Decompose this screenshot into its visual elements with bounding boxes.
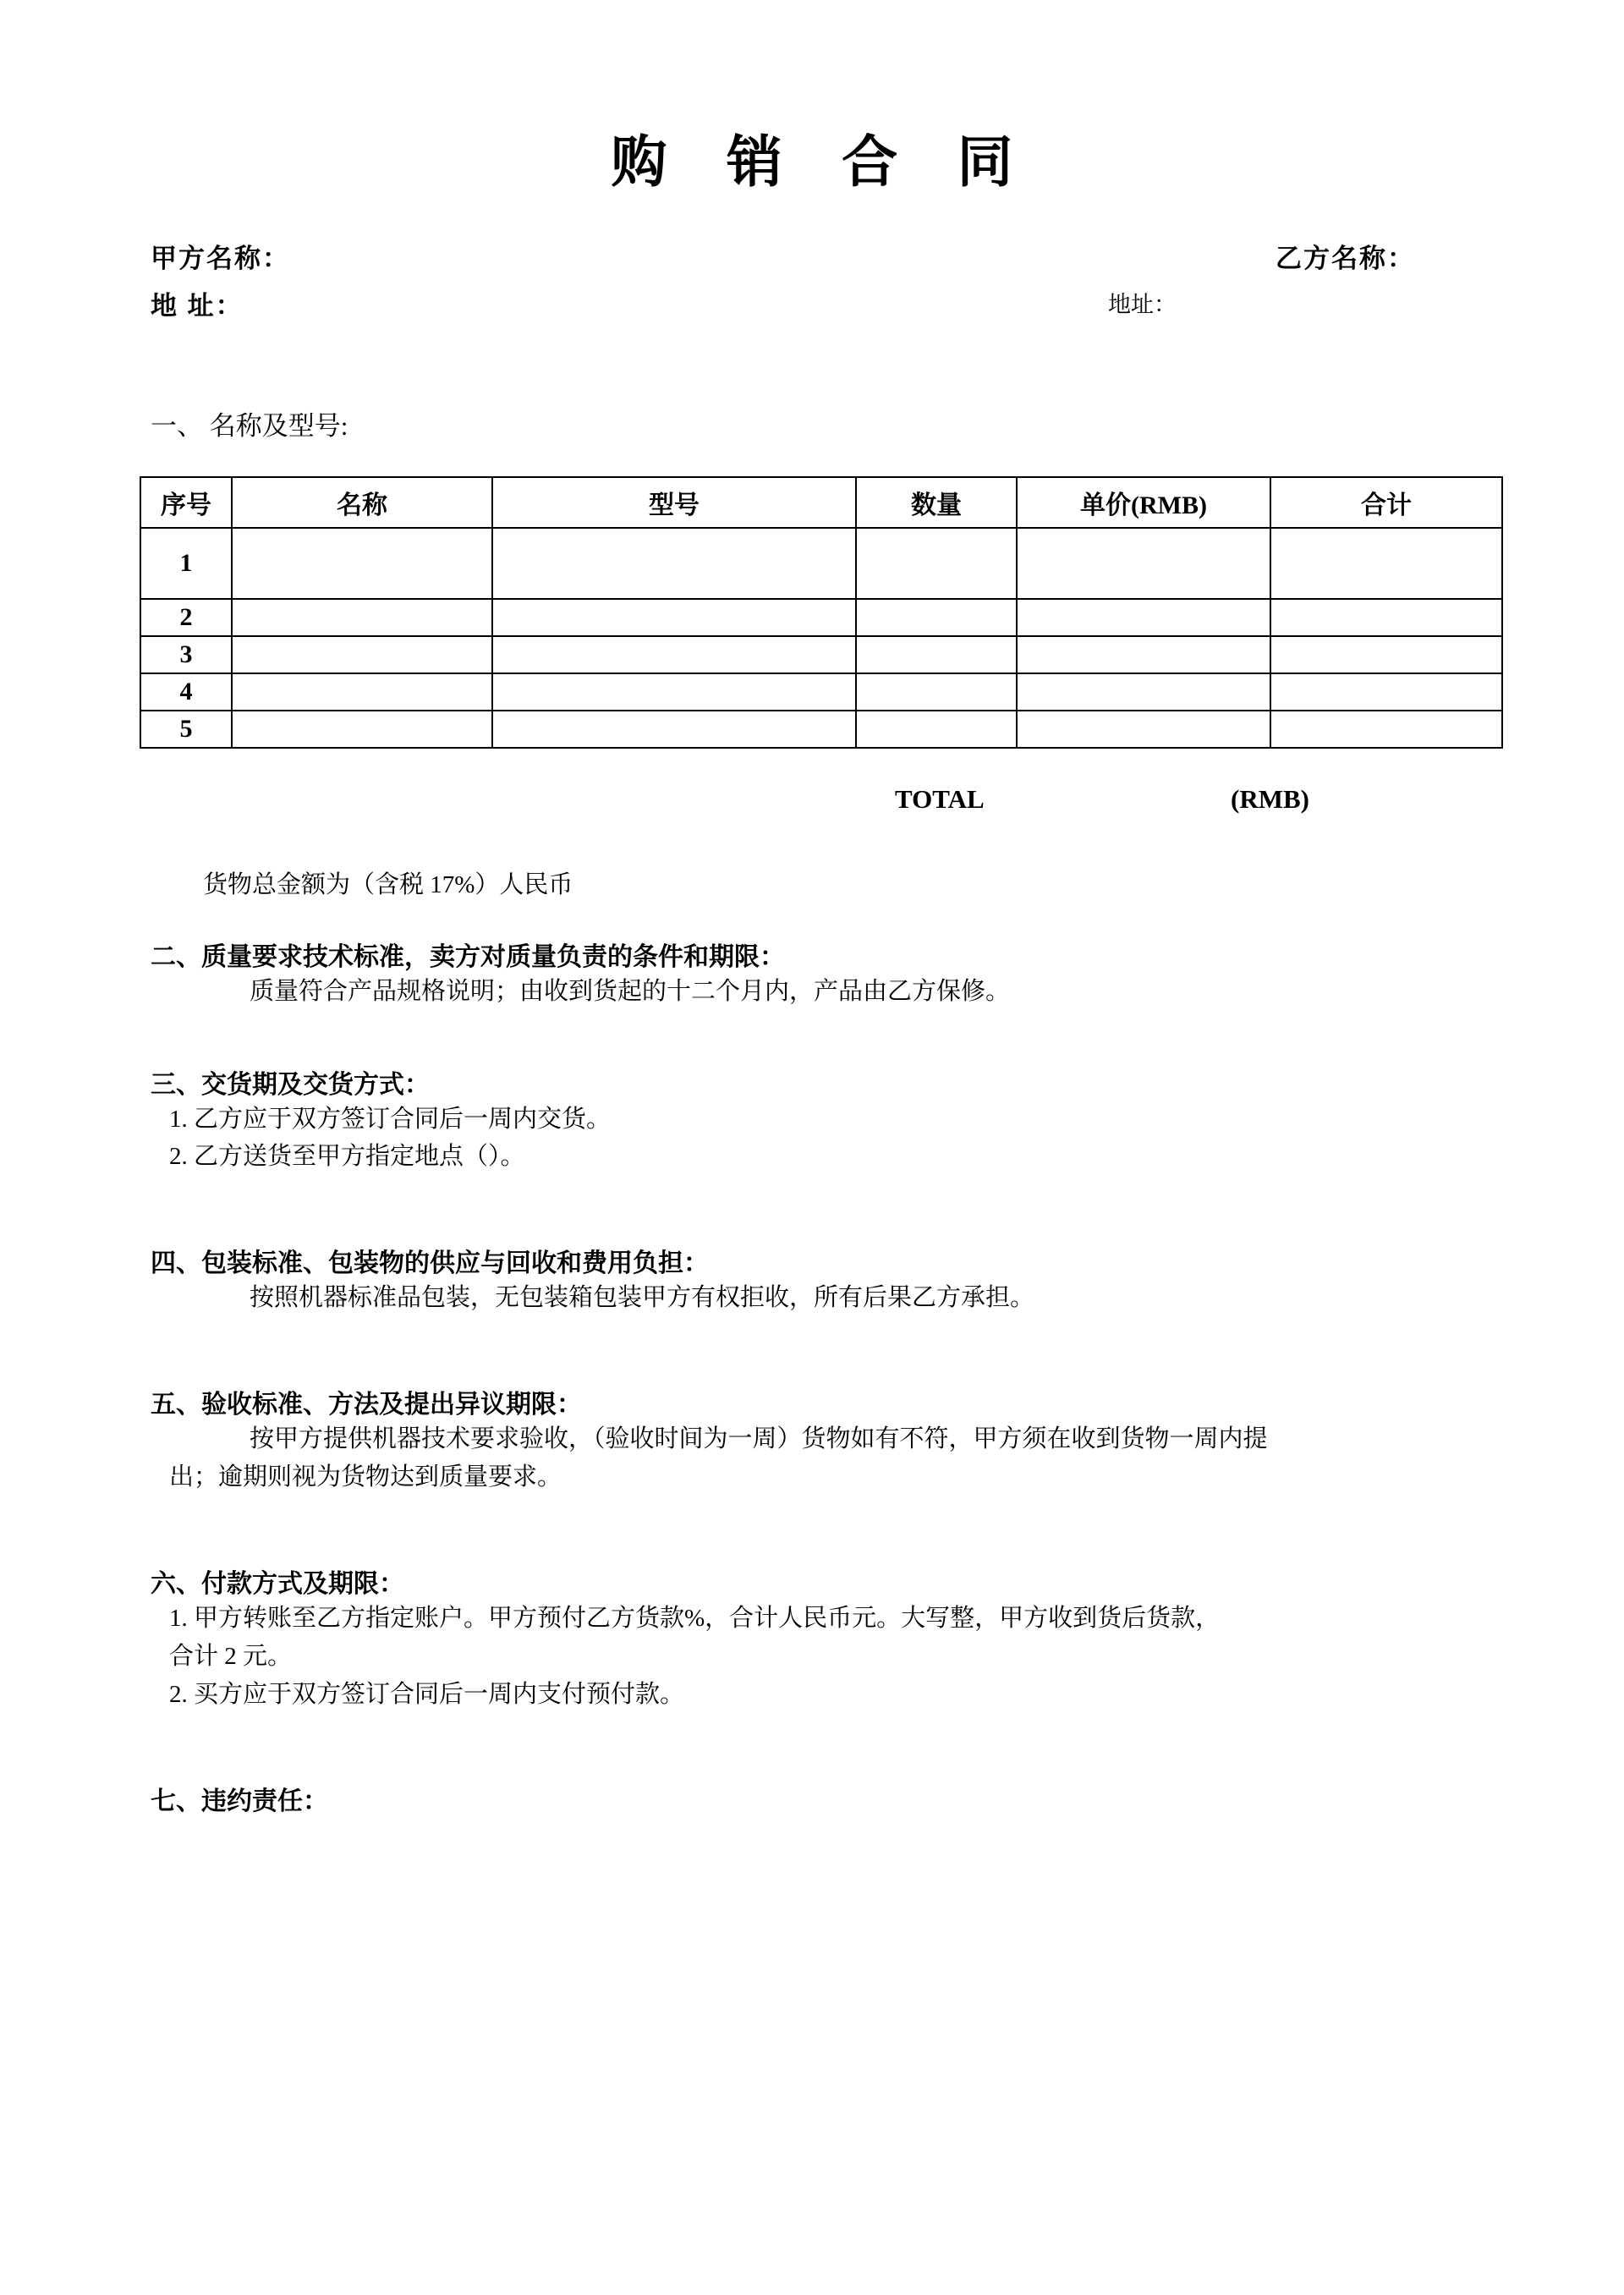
cell-unit-price[interactable] — [1017, 599, 1270, 636]
section-6-line-2: 合计 2 元。 — [169, 1643, 293, 1671]
section-heading-1: 一、 名称及型号: — [151, 410, 348, 441]
cell-unit-price[interactable] — [1017, 711, 1270, 748]
cell-model[interactable] — [492, 711, 856, 748]
cell-index: 5 — [140, 711, 232, 748]
section-heading-3: 三、交货期及交货方式： — [151, 1070, 430, 1099]
cell-name[interactable] — [232, 599, 492, 636]
cell-unit-price[interactable] — [1017, 528, 1270, 599]
cell-model[interactable] — [492, 636, 856, 673]
section-5-line-2: 出；逾期则视为货物达到质量要求。 — [169, 1463, 562, 1491]
section-heading-5: 五、验收标准、方法及提出异议期限： — [151, 1391, 582, 1419]
cell-index: 2 — [140, 599, 232, 636]
section-6-line-1: 1. 甲方转账至乙方指定账户。甲方预付乙方货款%，合计人民币元。大写整，甲方收到货后货款， — [169, 1605, 1221, 1633]
column-header-total: 合计 — [1270, 477, 1502, 528]
cell-name[interactable] — [232, 528, 492, 599]
column-header-index: 序号 — [140, 477, 232, 528]
cell-total[interactable] — [1270, 673, 1502, 711]
cell-quantity[interactable] — [856, 636, 1017, 673]
cell-model[interactable] — [492, 599, 856, 636]
spacer — [0, 1496, 1624, 1562]
table-row — [140, 711, 1502, 748]
table-row — [140, 673, 1502, 711]
cell-model[interactable] — [492, 673, 856, 711]
cell-name[interactable] — [232, 636, 492, 673]
cell-name[interactable] — [232, 673, 492, 711]
spacer — [0, 1714, 1624, 1780]
cell-unit-price[interactable] — [1017, 636, 1270, 673]
cell-total[interactable] — [1270, 711, 1502, 748]
cell-quantity[interactable] — [856, 528, 1017, 599]
section-2-line-1: 质量符合产品规格说明；由收到货起的十二个月内，产品由乙方保修。 — [250, 977, 1011, 1005]
section-heading-6: 六、付款方式及期限： — [151, 1570, 404, 1599]
section-heading-2: 二、质量要求技术标准，卖方对质量负责的条件和期限： — [151, 942, 785, 971]
section-4-line-1: 按照机器标准品包装，无包装箱包装甲方有权拒收，所有后果乙方承担。 — [250, 1284, 1035, 1312]
cell-quantity[interactable] — [856, 599, 1017, 636]
cell-index: 1 — [140, 528, 232, 599]
section-3-line-1: 1. 乙方应于双方签订合同后一周内交货。 — [169, 1105, 612, 1133]
table-header-row — [140, 477, 1502, 528]
column-header-quantity: 数量 — [856, 477, 1017, 528]
total-currency-label: (RMB) — [1231, 783, 1309, 814]
spacer — [0, 1011, 1624, 1063]
party-information-block — [0, 237, 1624, 338]
buyer-name-label: 甲方名称： — [151, 243, 290, 273]
cell-index: 4 — [140, 673, 232, 711]
table-row — [140, 528, 1502, 599]
buyer-address-label: 地 址： — [151, 290, 244, 321]
table-row — [140, 599, 1502, 636]
cell-total[interactable] — [1270, 599, 1502, 636]
cell-model[interactable] — [492, 528, 856, 599]
section-3-line-2: 2. 乙方送货至甲方指定地点（）。 — [169, 1143, 525, 1171]
total-label: TOTAL — [895, 783, 985, 814]
spacer — [0, 900, 1624, 936]
cell-name[interactable] — [232, 711, 492, 748]
spacer — [0, 1176, 1624, 1242]
items-table-container — [0, 476, 1624, 749]
cell-total[interactable] — [1270, 636, 1502, 673]
section-5-line-1: 按甲方提供机器技术要求验收，（验收时间为一周）货物如有不符，甲方须在收到货物一周内提 — [250, 1425, 1268, 1453]
items-table — [140, 476, 1503, 749]
cell-quantity[interactable] — [856, 711, 1017, 748]
section-6-line-3: 2. 买方应于双方签订合同后一周内支付预付款。 — [169, 1681, 685, 1709]
page-title: 购 销 合 同 — [611, 130, 1035, 193]
table-row — [140, 636, 1502, 673]
spacer — [0, 338, 1624, 404]
cell-total[interactable] — [1270, 528, 1502, 599]
cell-unit-price[interactable] — [1017, 673, 1270, 711]
table-total-row — [0, 784, 1624, 835]
cell-quantity[interactable] — [856, 673, 1017, 711]
spacer — [0, 1317, 1624, 1383]
cell-index: 3 — [140, 636, 232, 673]
seller-address-label: 地址： — [1108, 291, 1177, 317]
column-header-unit-price: 单价(RMB) — [1017, 477, 1270, 528]
seller-name-label: 乙方名称： — [1276, 243, 1415, 273]
column-header-name: 名称 — [232, 477, 492, 528]
section-heading-7: 七、违约责任： — [151, 1787, 328, 1816]
amount-in-words-note: 货物总金额为（含税 17%）人民币 — [203, 870, 573, 898]
section-heading-4: 四、包装标准、包装物的供应与回收和费用负担： — [151, 1249, 709, 1278]
column-header-model: 型号 — [492, 477, 856, 528]
